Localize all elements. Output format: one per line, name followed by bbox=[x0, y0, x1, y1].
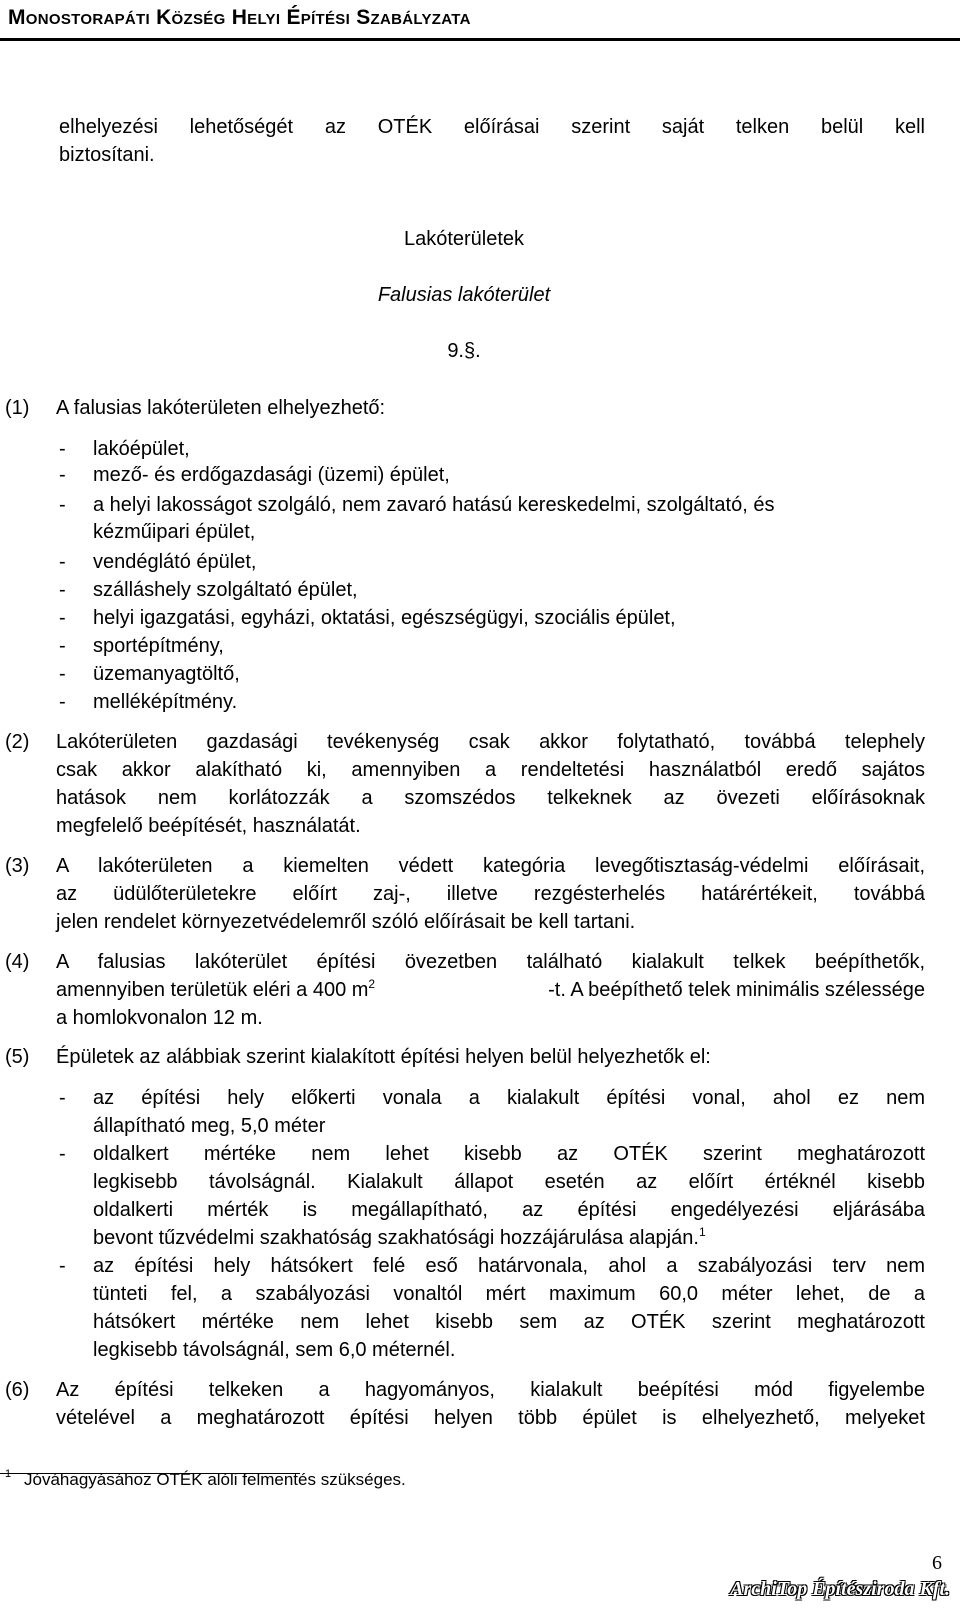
header-rule bbox=[0, 38, 960, 41]
list-item: melléképítmény. bbox=[93, 691, 238, 713]
paragraph-5-item-line: legkisebb távolságnál, sem 6,0 méternél. bbox=[93, 1339, 456, 1361]
paragraph-1-text: A falusias lakóterületen elhelyezhető: bbox=[56, 397, 386, 419]
footnote-mark: 1 bbox=[5, 1468, 12, 1480]
paragraph-1-number: (1) bbox=[5, 397, 30, 419]
bullet-dash: - bbox=[59, 464, 66, 486]
bullet-dash: - bbox=[59, 438, 66, 460]
paragraph-4-line: a homlokvonalon 12 m. bbox=[56, 1007, 263, 1029]
paragraph-2-number: (2) bbox=[5, 731, 30, 753]
bullet-dash: - bbox=[59, 635, 66, 657]
area-text: amennyiben területük eléri a 400 m bbox=[56, 979, 369, 1001]
paragraph-5-item-line: tünteti fel, a szabályozási vonaltól mért maximum 60,0 méter lehet, de a bbox=[93, 1283, 925, 1305]
bullet-dash: - bbox=[59, 663, 66, 685]
item-text: bevont tűzvédelmi szakhatóság szakhatósági hozzájárulása alapján. bbox=[93, 1227, 699, 1249]
footnote-ref[interactable]: 1 bbox=[698, 1225, 706, 1239]
bullet-dash: - bbox=[59, 494, 66, 516]
paragraph-2-line: Lakóterületen gazdasági tevékenység csak akkor folytatható, továbbá telephely bbox=[56, 731, 925, 753]
list-item: üzemanyagtöltő, bbox=[93, 663, 240, 685]
paragraph-4-line: A falusias lakóterület építési övezetben található kialakult telkek beépíthetők, bbox=[56, 951, 925, 973]
paragraph-6-number: (6) bbox=[5, 1379, 30, 1401]
firm-logo-text: ArchiTop Építésziroda Kft. bbox=[730, 1578, 950, 1600]
paragraph-5-item-line: legkisebb távolságnál. Kialakult állapot esetén az előírt értéknél kisebb bbox=[93, 1171, 925, 1193]
bullet-dash: - bbox=[59, 1255, 66, 1277]
footnote-text: Jóváhagyásához OTÉK alóli felmentés szükséges. bbox=[24, 1470, 406, 1489]
list-item: helyi igazgatási, egyházi, oktatási, egészségügyi, szociális épület, bbox=[93, 607, 676, 629]
paragraph-5-item-line: oldalkert mértéke nem lehet kisebb az OTÉK szerint meghatározott bbox=[93, 1143, 925, 1165]
bullet-dash: - bbox=[59, 1087, 66, 1109]
paragraph-6-line: Az építési telkeken a hagyományos, kialakult beépítési mód figyelembe bbox=[56, 1379, 925, 1401]
paragraph-5-item-line: állapítható meg, 5,0 méter bbox=[93, 1115, 326, 1137]
paragraph-3-number: (3) bbox=[5, 855, 30, 877]
paragraph-3-line: jelen rendelet környezetvédelemről szóló előírásait be kell tartani. bbox=[56, 911, 636, 933]
bullet-dash: - bbox=[59, 579, 66, 601]
list-item: sportépítmény, bbox=[93, 635, 224, 657]
bullet-dash: - bbox=[59, 551, 66, 573]
paragraph-4-text bbox=[56, 976, 375, 1004]
list-item: vendéglátó épület, bbox=[93, 551, 257, 573]
paragraph-2-line: megfelelő beépítését, használatát. bbox=[56, 815, 361, 837]
paragraph-2-line: hatások nem korlátozzák a szomszédos telkeknek az övezeti előírásoknak bbox=[56, 787, 925, 809]
bullet-dash: - bbox=[59, 1143, 66, 1165]
intro-line-2: biztosítani. bbox=[59, 144, 155, 166]
list-item: lakóépület, bbox=[93, 438, 190, 460]
paragraph-3-line: az üdülőterületekre előírt zaj-, illetve rezgésterhelés határértékeit, továbbá bbox=[56, 883, 925, 905]
list-item-continuation: kézműipari épület, bbox=[93, 521, 256, 543]
paragraph-4-text-cont: -t. A beépíthető telek minimális szélessége bbox=[548, 979, 925, 1001]
paragraph-5-item-line: az építési hely hátsókert felé eső határvonala, ahol a szabályozási terv nem bbox=[93, 1255, 925, 1277]
list-item: mező- és erdőgazdasági (üzemi) épület, bbox=[93, 464, 450, 486]
bullet-dash: - bbox=[59, 691, 66, 713]
list-item: szálláshely szolgáltató épület, bbox=[93, 579, 358, 601]
paragraph-5-item-line: az építési hely előkerti vonala a kialakult építési vonal, ahol ez nem bbox=[93, 1087, 925, 1109]
section-subheading: Falusias lakóterület bbox=[377, 284, 551, 306]
paragraph-5-item-line: oldalkerti mérték is megállapítható, az építési engedélyezési eljárásába bbox=[93, 1199, 925, 1221]
paragraph-5-item-line-ref bbox=[93, 1224, 706, 1252]
intro-line-1: elhelyezési lehetőségét az OTÉK előírásai szerint saját telken belül kell bbox=[59, 116, 925, 138]
paragraph-2-line: csak akkor alakítható ki, amennyiben a rendeltetési használatból eredő sajátos bbox=[56, 759, 925, 781]
document-header: Monostorapáti Község Helyi Építési Szabályzata bbox=[8, 6, 471, 29]
page-number: 6 bbox=[932, 1552, 942, 1574]
paragraph-4-number: (4) bbox=[5, 951, 30, 973]
section-heading: Lakóterületek bbox=[403, 228, 525, 250]
paragraph-6-line: vételével a meghatározott építési helyen több épület is elhelyezhető, melyeket bbox=[56, 1407, 925, 1429]
section-number: 9.§. bbox=[447, 340, 481, 362]
paragraph-5-text: Épületek az alábbiak szerint kialakított építési helyen belül helyezhetők el: bbox=[56, 1046, 711, 1068]
bullet-dash: - bbox=[59, 607, 66, 629]
paragraph-5-number: (5) bbox=[5, 1046, 30, 1068]
list-item: a helyi lakosságot szolgáló, nem zavaró hatású kereskedelmi, szolgáltató, és bbox=[93, 494, 775, 516]
paragraph-3-line: A lakóterületen a kiemelten védett kategória levegőtisztaság-védelmi előírásait, bbox=[56, 855, 925, 877]
paragraph-5-item-line: hátsókert mértéke nem lehet kisebb sem az OTÉK szerint meghatározott bbox=[93, 1311, 925, 1333]
paragraph-4-line-2 bbox=[56, 976, 925, 1004]
superscript: 2 bbox=[368, 977, 376, 991]
